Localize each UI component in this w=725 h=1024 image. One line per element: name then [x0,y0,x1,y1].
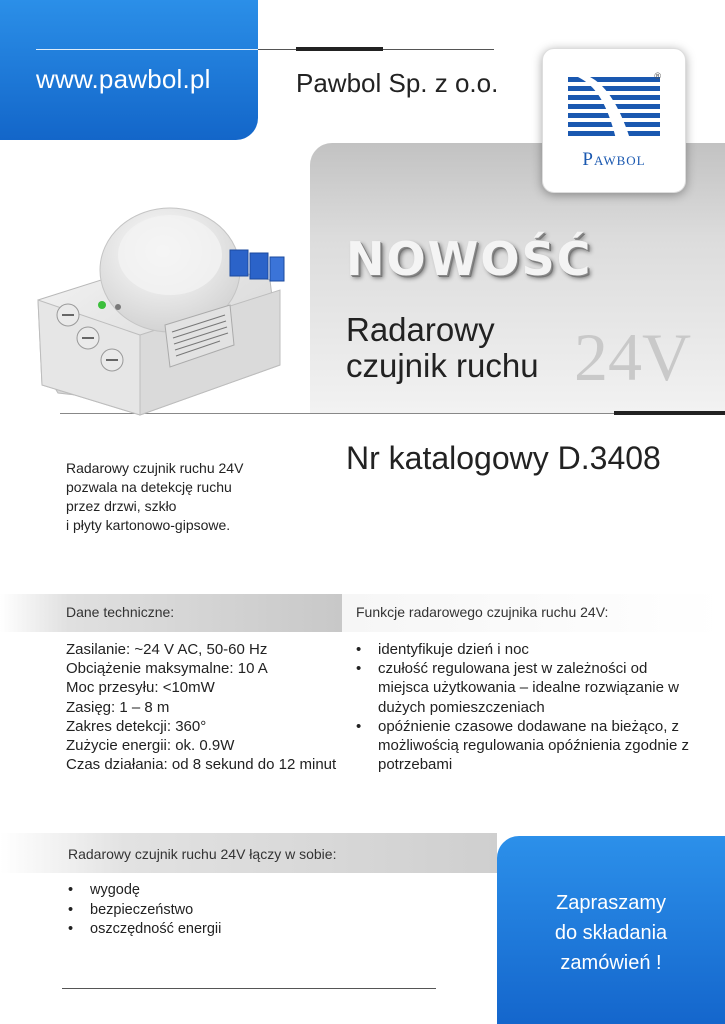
benefits-header: Radarowy czujnik ruchu 24V łączy w sobie: [68,846,337,862]
description-line: przez drzwi, szkło [66,498,177,514]
header-divider-accent [296,47,383,51]
product-title-line2: czujnik ruchu [346,347,539,384]
order-call-to-action[interactable] [497,836,725,1024]
benefit-item: • bezpieczeństwo [68,901,221,921]
catalog-number: Nr katalogowy D.3408 [346,440,661,476]
function-item: • identyfikuje dzień i noc [356,640,696,659]
footer-divider [62,988,436,989]
company-logo [542,48,686,193]
registered-mark: ® [654,71,661,81]
cta-line: Zapraszamy [555,892,667,914]
function-item: • czułość regulowana jest w zależności od miejsca użytkowania – idealne rozwiązanie w dużych pomieszczeniach [356,659,696,717]
radar-sensor-image [30,195,300,425]
spec-item: Czas działania: od 8 sekund do 12 minut [66,756,337,774]
cta-line: zamówień ! [560,952,662,974]
voltage-label: 24V [574,319,692,395]
spec-item: Zużycie energii: ok. 0.9W [66,737,235,755]
spec-item: Obciążenie maksymalne: 10 A [66,660,268,678]
benefit-item: • wygodę [68,881,221,901]
function-item: • opóźnienie czasowe dodawane na bieżąco, z możliwością regulowania opóźnienia zgodnie z potrzebami [356,717,696,775]
description-line: Radarowy czujnik ruchu 24V [66,460,244,476]
product-title-line1: Radarowy [346,311,495,348]
functions-list [356,640,696,774]
spec-item: Zakres detekcji: 360° [66,717,207,735]
benefit-item: • oszczędność energii [68,920,221,940]
section-divider-accent [614,411,725,415]
website-url[interactable]: www.pawbol.pl [36,64,211,94]
logo-mark-icon [568,77,660,145]
cta-text [497,888,725,978]
spec-item: Moc przesyłu: <10mW [66,679,215,697]
description-line: pozwala na detekcję ruchu [66,479,232,495]
logo-text: Pawbol [582,149,646,170]
new-badge: NOWOŚĆ [346,232,593,286]
benefits-list [68,881,221,940]
company-name: Pawbol Sp. z o.o. [296,68,499,98]
cta-line: do składania [554,922,668,944]
technical-specs-list [66,640,336,774]
technical-header: Dane techniczne: [66,604,175,620]
header-divider-white [36,49,258,50]
product-description [66,459,296,535]
spec-item: Zasilanie: ~24 V AC, 50-60 Hz [66,641,268,658]
functions-header: Funkcje radarowego czujnika ruchu 24V: [356,604,609,620]
spec-item: Zasięg: 1 – 8 m [66,698,170,716]
description-line: i płyty kartonowo-gipsowe. [66,517,231,533]
